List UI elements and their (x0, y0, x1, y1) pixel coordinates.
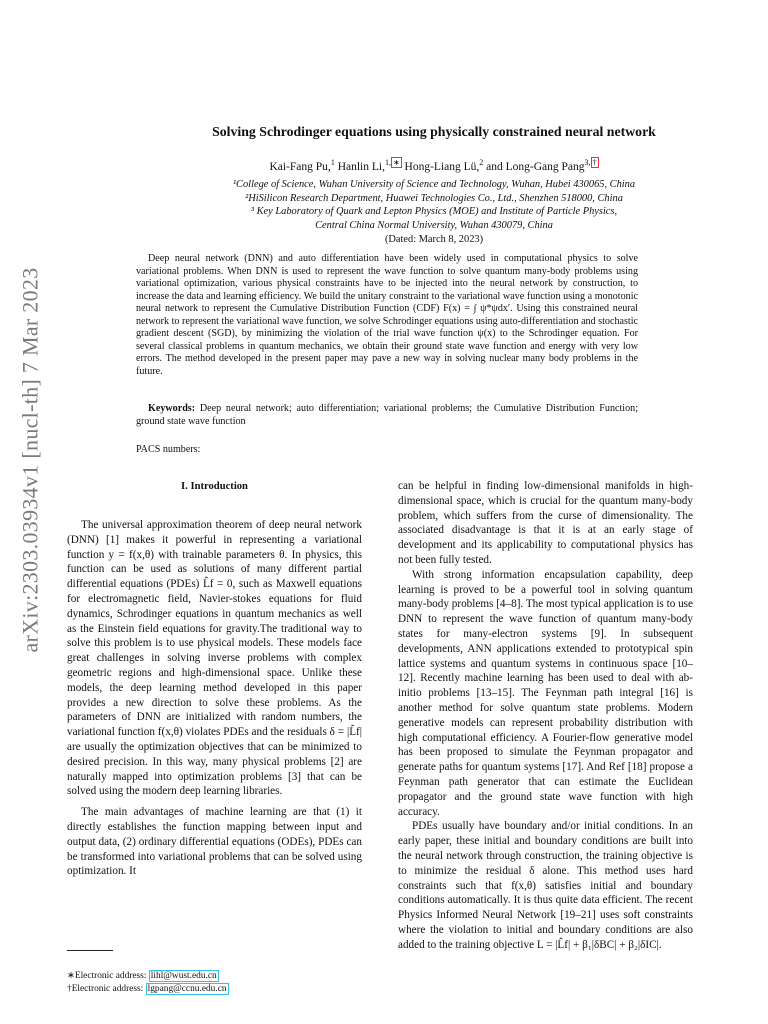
affiliation-1: ¹College of Science, Wuhan University of Science and Technology, Wuhan, Hubei 430065, China (232, 179, 636, 190)
keywords (136, 403, 638, 428)
author-2-affil: 1, (384, 158, 391, 167)
abstract: Deep neural network (DNN) and auto differentiation have been widely used in computational physics to solve variational problems. When DNN is used to represent the wave function to solve quantum many-body problems using variational optimization, various physical constraints have to be injected into the neural network by construction, to increase the data and learning efficiency. We build the unitary constraint to the variational wave function using a monotonic neural network to represent the Cumulative Distribution Function (CDF) F(x) = ∫ ψ*ψdx′. Using this constrained neural network to represent the variational wave function, we solve Schrodinger equations using auto-differentiation and stochastic gradient descent (SGD), by minimizing the violation of the trial wave function ψ(x) to the Schrodinger equation. For several classical problems in quantum mechanics, we obtain their ground state wave function and energy with very low errors. The method developed in the present paper may pave a new way in solving nuclear many body problems in the future. (136, 253, 638, 377)
author-4-affil: 3, (584, 158, 591, 167)
footnote-1 (67, 970, 367, 983)
footnote-2-label: †Electronic address: (67, 983, 146, 994)
author-4-footnote-link[interactable]: † (592, 158, 597, 167)
footnote-2-email-link[interactable]: lgpang@ccnu.edu.cn (147, 983, 227, 994)
footnote-2 (67, 983, 367, 996)
author-1-name: Kai-Fang Pu, (269, 160, 331, 173)
affiliations (100, 178, 768, 232)
affiliation-2: ²HiSilicon Research Department, Huawei Technologies Co., Ltd., Shenzhen 518000, China (245, 192, 623, 204)
intro-paragraph-4: PDEs usually have boundary and/or initial conditions. In an early paper, these initial and boundary conditions are built into the neural network through construction, the training objective is to minimize the residual δ alone. This method uses hard constraints such that f(x,θ) satisfies initial and boundary conditions automatically. It is thus quite data efficient. The recent Physics Informed Neural Network [19–21] uses soft constraints where the violation to initial and boundary conditions are also added to the training objective L = |L̂f| + β₁|δBC| + β₂|δIC|. (398, 820, 693, 951)
intro-paragraph-2: The main advantages of machine learning are that (1) it directly establishes the function mapping between input and output data, (2) ordinary differential equations (ODEs), PDEs can be transformed into variational problems that can be solved using optimization. It (67, 806, 362, 878)
author-2-footnote-link[interactable]: ∗ (392, 158, 400, 167)
author-3-name: Hong-Liang Lü, (404, 160, 480, 173)
paper-title: Solving Schrodinger equations using physically constrained neural network (212, 124, 656, 139)
left-column (67, 518, 362, 879)
dated-line: (Dated: March 8, 2023) (384, 234, 484, 245)
keywords-label: Keywords: (148, 403, 196, 414)
author-1-affil: 1 (330, 158, 335, 167)
author-list (100, 158, 768, 173)
author-3-affil: 2 (479, 158, 484, 167)
right-column (398, 479, 693, 953)
footnote-1-label: ∗Electronic address: (67, 971, 149, 981)
pacs-numbers: PACS numbers: (136, 444, 201, 455)
footnote-divider (67, 950, 113, 951)
footnote-1-email-link[interactable]: lihl@wust.edu.cn (150, 971, 217, 981)
arxiv-identifier-stamp (6, 230, 56, 690)
author-2-name: Hanlin Li, (337, 160, 385, 173)
intro-paragraph-2-continued: can be helpful in finding low-dimensional manifolds in high-dimensional space, which is crucial for the quantum many-body problem, which suffers from the curse of dimensionality. The associated disadvantage is that it is at an early stage of development and its applicability to computational physics has not been fully tested. (398, 480, 693, 566)
author-4-name: and Long-Gang Pang (486, 160, 585, 173)
arxiv-identifier-text: arXiv:2303.03934v1 [nucl-th] 7 Mar 2023 (18, 267, 43, 653)
affiliation-3: ³ Key Laboratory of Quark and Lepton Physics (MOE) and Institute of Particle Physics, (250, 206, 618, 218)
intro-paragraph-1: The universal approximation theorem of deep neural network (DNN) [1] makes it powerful in representing a variational function y = f(x,θ) with trainable parameters θ. In physics, this function can be used as solutions of many different partial differential equations (PDEs) L̂f = 0, such as Maxwell equations for electromagnetic field, Navier-stokes equations for fluid dynamics, Schrodinger equations in quantum mechanics as well as the Einstein field equations for gravity.The traditional way to solve this problem is to use physical models. These models face great challenges in solving inverse problems with complex geometric regions and high-dimensional space. Unlike these models, the deep learning method developed in this paper provides a new direction to solve these problems. As the parameters of DNN are initialized with random numbers, the variational function f(x,θ) violates PDEs and the residuals δ = |L̂f| are usually the optimization objectives that can be minimized to desired precision. In this way, many physical problems [2] are naturally mapped into optimization problems [3] that can be solved using the modern deep learning libraries. (67, 519, 362, 798)
keywords-text: Deep neural network; auto differentiation; variational problems; the Cumulative Distribution Function; ground state wave function (136, 403, 638, 427)
section-heading: I. Introduction (181, 481, 248, 492)
affiliation-3-continued: Central China Normal University, Wuhan 430079, China (315, 219, 553, 231)
footnotes (67, 970, 367, 995)
intro-paragraph-3: With strong information encapsulation capability, deep learning is proved to be a powerful tool in solving quantum many-body problems [4–8]. The most typical application is to use DNN to represent the wave function of quantum many-body states for many-electron systems [9]. In subsequent developments, ANN applications extended to prototypical spin lattice systems and quantum systems in continuous space [10–12]. Recently machine learning has been used to deal with ab-initio problems [13–15]. The Feynman path integral [16] is another method for solve quantum state problems. Modern generative models can represent probability distribution with high computational efficiency. A Fourier-flow generative model has been proposed to simulate the Feynman propagator and generate paths for quantum systems [17]. And Ref [18] propose a Feynman path generator that can estimate the Euclidean propagator and the ground state wave function with high accuracy. (398, 568, 693, 818)
